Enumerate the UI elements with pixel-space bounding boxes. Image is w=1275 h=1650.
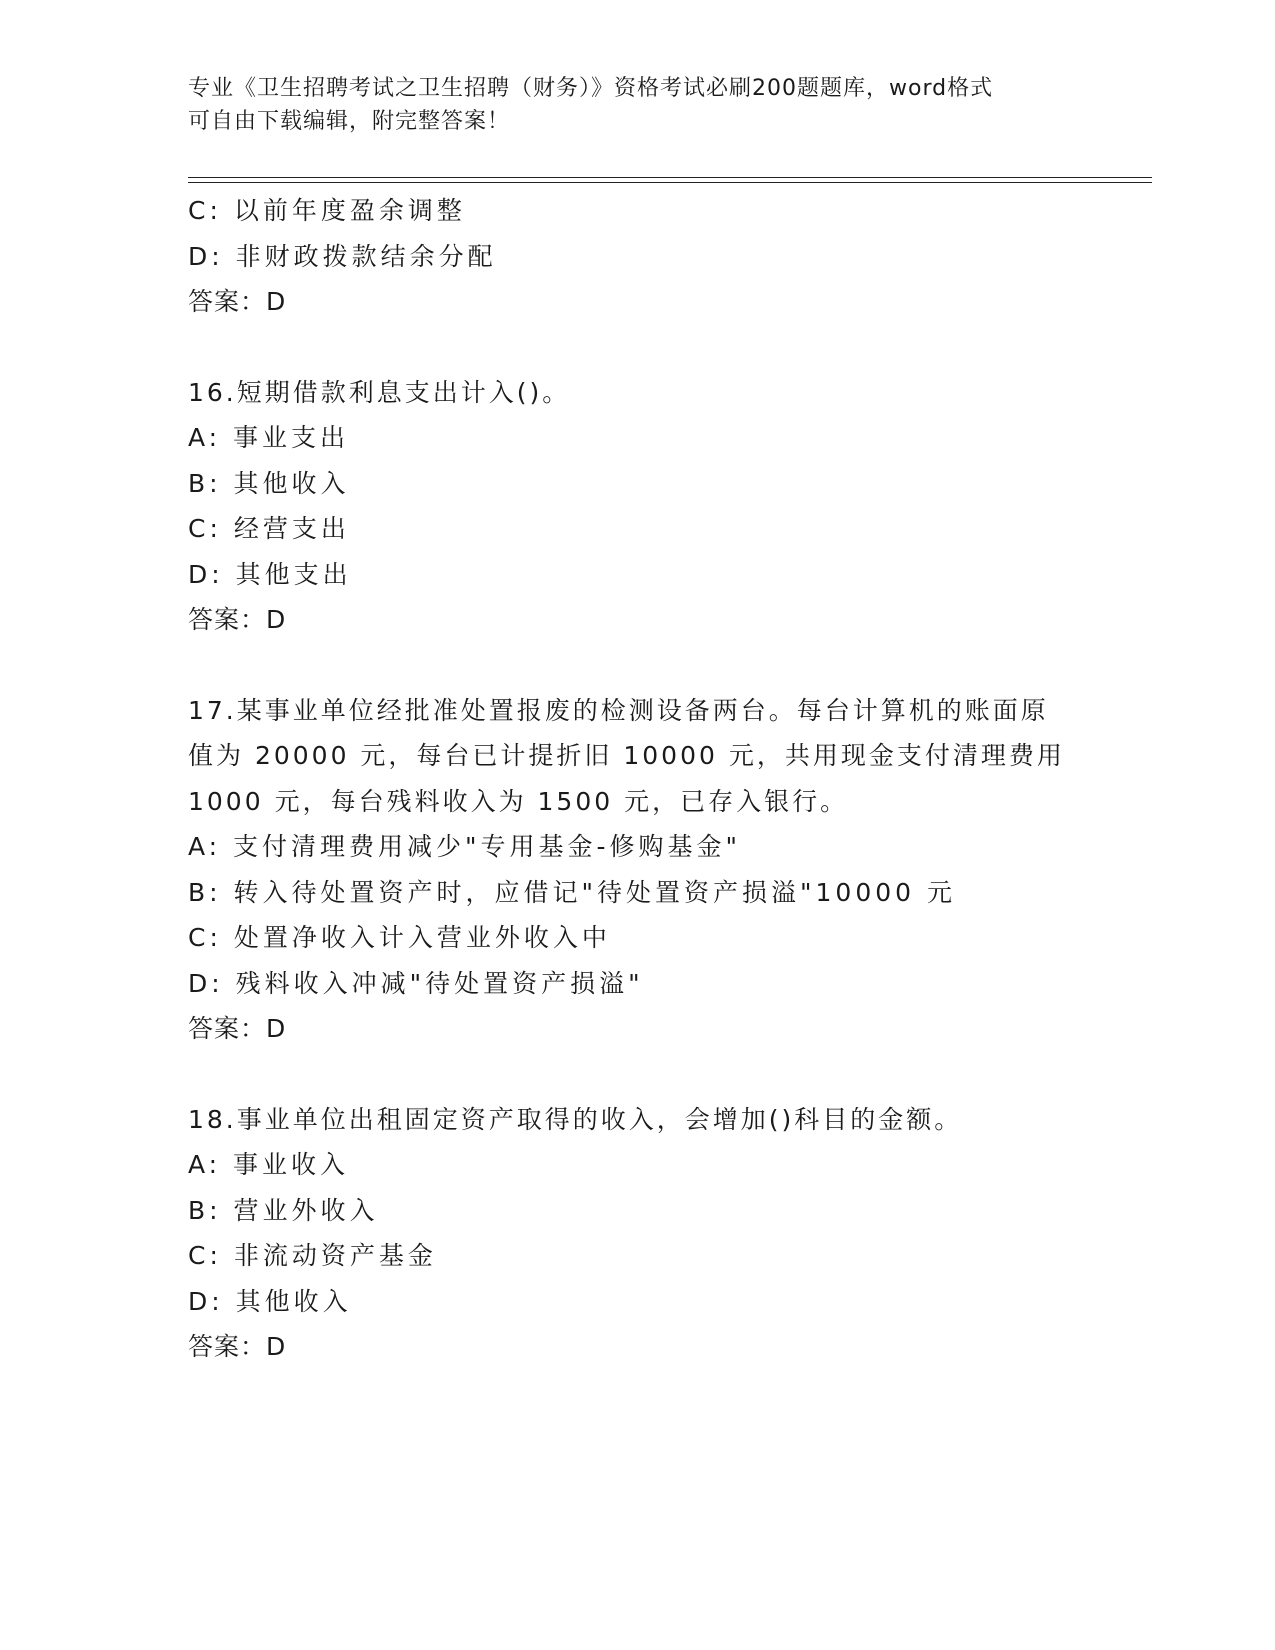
option-c: C: 非流动资产基金 xyxy=(188,1241,437,1270)
answer-line: 答案：D xyxy=(188,287,287,316)
option-b: B: 转入待处置资产时，应借记"待处置资产损溢"10000 元 xyxy=(188,877,956,907)
question-17 xyxy=(188,688,1088,1052)
answer-line: 答案：D xyxy=(188,1014,287,1043)
question-list xyxy=(188,188,1088,1370)
answer-line: 答案：D xyxy=(188,605,287,634)
option-c: C: 以前年度盈余调整 xyxy=(188,196,466,225)
header-line-1: 专业《卫生招聘考试之卫生招聘（财务）》资格考试必刷200题题库，word格式 xyxy=(188,76,994,101)
question-stem-line-2: 值为 20000 元，每台已计提折旧 10000 元，共用现金支付清理费用 xyxy=(188,741,1065,770)
question-stem: 18.事业单位出租固定资产取得的收入，会增加()科目的金额。 xyxy=(188,1104,963,1134)
question-stem-line-1: 17.某事业单位经批准处置报废的检测设备两台。每台计算机的账面原 xyxy=(188,695,1049,725)
option-c: C: 经营支出 xyxy=(188,514,350,543)
option-b: B: 营业外收入 xyxy=(188,1195,379,1225)
option-d: D: 其他收入 xyxy=(188,1286,352,1316)
option-d: D: 残料收入冲减"待处置资产损溢" xyxy=(188,968,644,998)
question-stem: 16.短期借款利息支出计入()。 xyxy=(188,377,571,407)
document-header xyxy=(188,72,1088,138)
option-b: B: 其他收入 xyxy=(188,468,350,498)
option-d: D: 其他支出 xyxy=(188,559,352,589)
option-a: A: 事业支出 xyxy=(188,423,350,452)
header-divider-bottom xyxy=(188,182,1152,183)
question-18 xyxy=(188,1097,1088,1370)
question-16 xyxy=(188,370,1088,643)
question-stem-line-3: 1000 元，每台残料收入为 1500 元，已存入银行。 xyxy=(188,786,849,816)
option-c: C: 处置净收入计入营业外收入中 xyxy=(188,923,611,952)
option-d: D: 非财政拨款结余分配 xyxy=(188,241,497,271)
answer-line: 答案：D xyxy=(188,1332,287,1361)
option-a: A: 支付清理费用减少"专用基金-修购基金" xyxy=(188,832,742,861)
header-line-2: 可自由下载编辑，附完整答案！ xyxy=(188,109,511,134)
option-a: A: 事业收入 xyxy=(188,1150,350,1179)
question-15-continued xyxy=(188,188,1088,325)
header-divider-top xyxy=(188,177,1152,178)
